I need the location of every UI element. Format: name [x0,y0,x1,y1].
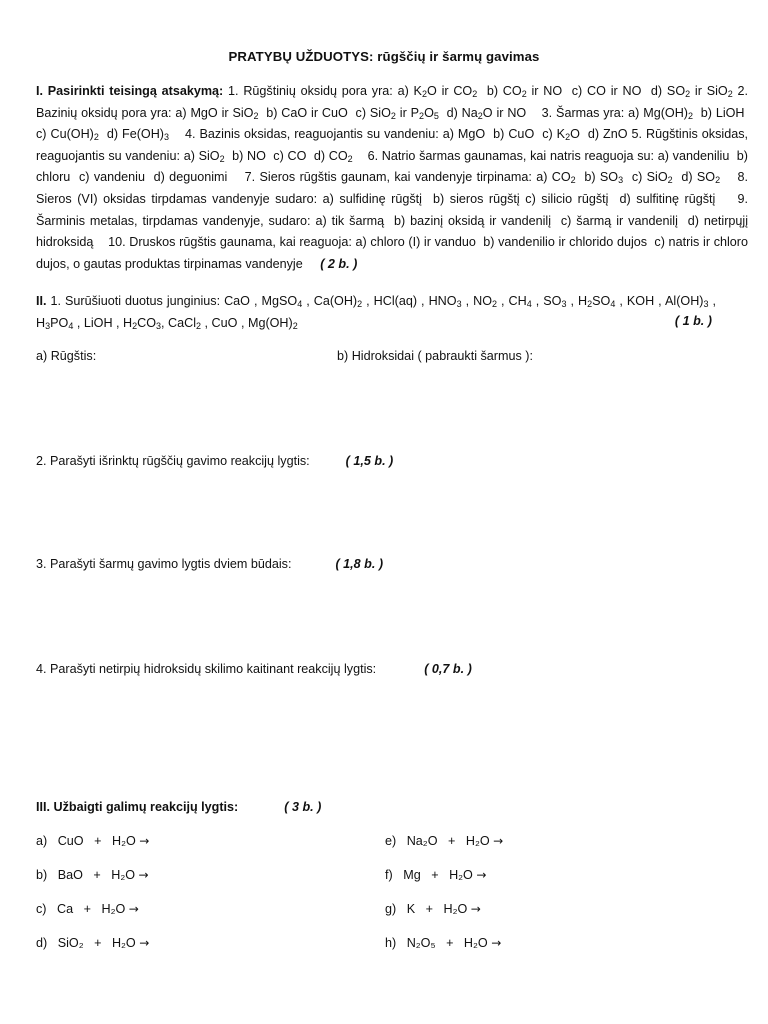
reaction-label: g) [385,902,397,916]
arrow-icon: → [128,902,139,916]
reactant-2: H₂O [465,834,490,848]
section-3-heading: III. Užbaigti galimų reakcijų lygtis: [36,800,239,814]
section-1-points: ( 2 b. ) [320,256,358,271]
reaction-label: c) [36,902,47,916]
reactant-1: Ca [57,902,74,916]
page-title: PRATYBŲ UŽDUOTYS: rūgščių ir šarmų gavimas [228,49,540,64]
section-2-heading: II. [36,294,47,308]
reactant-2: H₂O [443,902,468,916]
reaction-label: d) [36,936,48,950]
reactant-1: Na₂O [406,834,438,848]
section-1-text: I. Pasirinkti teisingą atsakymą: 1. Rūgštinių oksidų pora yra: a) $K_2O$ ir $CO_2$ b) $CO_2$ ir NO c) CO ir NO d) $SO_2$ ir SiO$_2$ 2. Bazinių oksidų pora yra: a) MgO ir SiO$_2$ b) CaO ir CuO c) SiO$_2$ ir $P_2O_5$ d) $Na_2O$ ir NO 3. Šarmas yra: a) $Mg(OH)_2$ b) LiOH c) $Cu(OH)_2$ d) $Fe(OH)_3$ 4. Bazinis oksidas, reaguojantis su vandeniu: a) MgO b) CuO c) $K_2O$ d) ZnO 5. Rūgštinis oksidas, reaguojantis su vandeniu: a) SiO$_2$ b) NO c) CO d) $CO_2$ 6. Natrio šarmas gaunamas, kai natris reaguoja su: a) vandeniliu b) chloru c) vandeniu d) deguonimi 7. Sieros rūgštis gaunam, kai vandenyje tirpinama: a) $CO_2$ b) $SO_3$ c) SiO$_2$ d) $SO_2$ 8. Sieros (VI) oksidas tirpdamas vandenyje sudaro: a) sulfidinę rūgštį b) sieros rūgštį c) silicio rūgštį d) sulfitinę rūgštį 9. Šarminis metalas, tirpdamas vandenyje, sudaro: a) tik šarmą b) bazinį oksidą ir vandenilį c) šarmą ir vandenilį d) netirpųjį hidroksidą 10. Druskos rūgštis gaunama, kai reaguoja: a) chloro (I) ir vanduo b) vandenilio ir chlorido dujos c) natris ir chloro dujos, o gautas produktas tirpinamas vandenyje ( 2 b. ) [36,84,749,271]
reactant-2: H₂O [463,936,488,950]
reaction-label: h) [385,936,397,950]
plus-sign: + [446,936,454,950]
reactant-1: N₂O₅ [406,936,436,950]
reactant-1: SiO₂ [57,936,84,950]
reactant-1: CuO [57,834,84,848]
reaction-label: e) [385,834,397,848]
reaction-row [385,902,481,916]
arrow-icon: → [139,834,150,848]
reaction-row [36,902,139,916]
question-3 [36,557,383,571]
question-2-text: 2. Parašyti išrinktų rūgščių gavimo reakcijų lygtis: [36,454,310,468]
plus-sign: + [93,868,101,882]
question-4 [36,662,472,676]
reactant-1: BaO [57,868,83,882]
question-4-points: ( 0,7 b. ) [424,662,472,676]
plus-sign: + [431,868,439,882]
question-2 [36,454,393,468]
plus-sign: + [94,936,102,950]
reaction-row [36,868,149,882]
reaction-row [36,936,149,950]
section-2-points: ( 1 b. ) [674,314,712,328]
section-3-points: ( 3 b. ) [284,800,322,814]
question-3-text: 3. Parašyti šarmų gavimo lygtis dviem būdais: [36,557,292,571]
reaction-label: a) [36,834,48,848]
plus-sign: + [83,902,91,916]
section-2-text: II. 1. Surūšiuoti duotus junginius: CaO , MgSO$_4$ , $Ca(OH)_2$ , HCl(aq) , $HNO_3$ , $NO_2$ , $CH_4$ , $SO_3$ , $H_2SO_4$ , KOH , $Al(OH)_3$ , $H_3PO_4$ , LiOH , $H_2CO_3$, CaCl$_2$ , CuO , $Mg(OH)_2$ [36,294,717,331]
question-2-points: ( 1,5 b. ) [345,454,394,468]
reaction-row [385,936,501,950]
question-3-points: ( 1,8 b. ) [335,557,384,571]
reaction-row [36,834,149,848]
question-4-text: 4. Parašyti netirpių hidroksidų skilimo kaitinant reakcijų lygtis: [36,662,377,676]
plus-sign: + [425,902,433,916]
reactant-1: Mg [403,868,421,882]
reactant-2: H₂O [111,936,136,950]
arrow-icon: → [493,834,504,848]
arrow-icon: → [138,868,149,882]
arrow-icon: → [470,902,481,916]
reactant-2: H₂O [111,834,136,848]
hydroxides-label: b) Hidroksidai ( pabraukti šarmus ): [337,349,533,363]
reactant-2: H₂O [111,868,136,882]
reaction-label: b) [36,868,48,882]
section-3-header [36,800,321,814]
reaction-row [385,868,486,882]
arrow-icon: → [491,936,502,950]
reactant-1: K [406,902,416,916]
section-1-heading: I. Pasirinkti teisingą atsakymą: [36,84,224,98]
plus-sign: + [448,834,456,848]
acids-label: a) Rūgštis: [36,349,97,363]
arrow-icon: → [139,936,150,950]
reactant-2: H₂O [449,868,473,882]
reactant-2: H₂O [101,902,126,916]
reaction-label: f) [385,868,393,882]
arrow-icon: → [476,868,487,882]
plus-sign: + [94,834,102,848]
reaction-row [385,834,503,848]
